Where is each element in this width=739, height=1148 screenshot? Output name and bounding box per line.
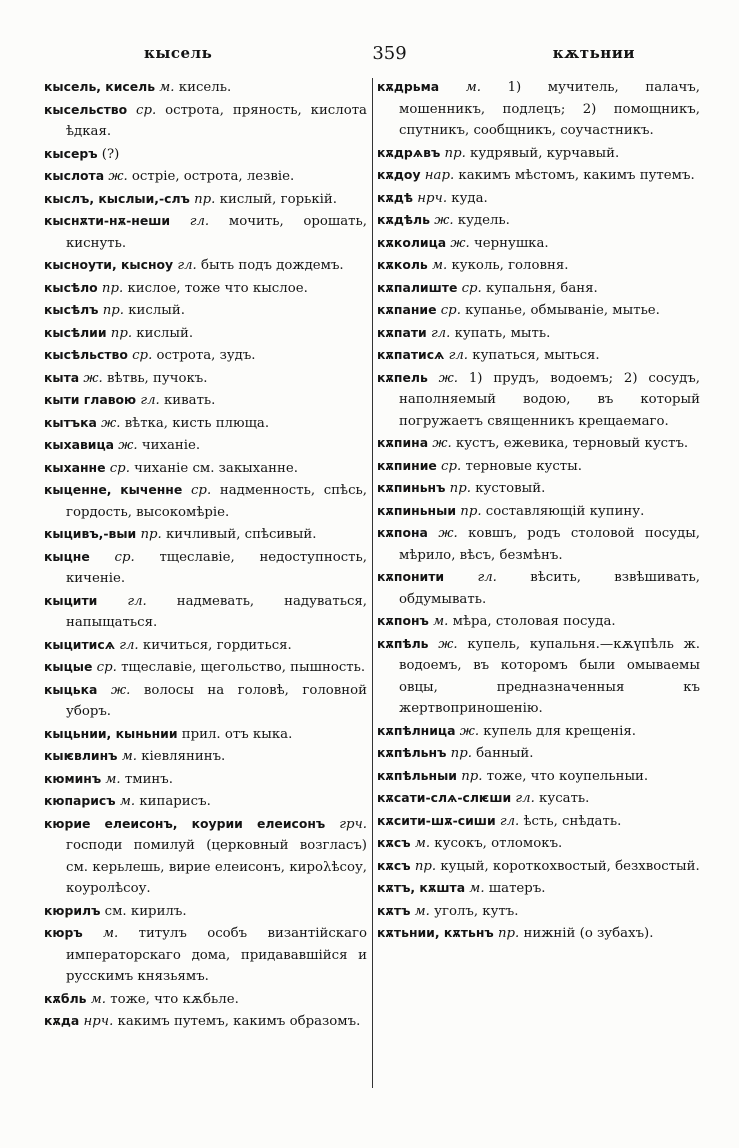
entry-headword: кыслота <box>44 168 105 183</box>
entry-headword: кѫпѣльнъ <box>377 745 447 760</box>
dictionary-entry <box>44 546 367 590</box>
entry-grammar: пр. <box>449 481 471 496</box>
dictionary-entry <box>44 277 367 300</box>
entry-headword: кысеръ <box>44 145 98 161</box>
entry-headword: кѫпина <box>377 435 429 450</box>
entry-headword: кѫдоу <box>377 167 421 182</box>
dictionary-entry <box>44 679 367 723</box>
entry-headword: кѫпонъ <box>377 613 429 628</box>
dictionary-entry <box>44 143 367 166</box>
entry-definition: кудель. <box>453 213 510 228</box>
entry-headword: кѫпѣлница <box>377 722 456 738</box>
dictionary-entry <box>44 389 367 412</box>
dictionary-entry <box>377 810 700 833</box>
entry-headword: кюминъ <box>44 770 102 786</box>
entry-grammar: ср. <box>461 280 482 296</box>
entry-headword: кыти главою <box>44 392 137 407</box>
entry-definition: кудрявый, курчавый. <box>465 145 620 161</box>
entry-grammar: пр. <box>101 280 124 296</box>
entry-definition: кислый. <box>132 325 194 341</box>
dictionary-entry <box>377 164 700 187</box>
dictionary-entry <box>44 76 367 99</box>
entry-grammar: ср. <box>114 549 135 565</box>
page-header <box>44 38 695 68</box>
entry-grammar: грч. <box>339 816 367 832</box>
dictionary-entry <box>44 457 367 480</box>
entry-grammar: гл. <box>119 637 139 653</box>
dictionary-entry <box>377 232 700 255</box>
entry-grammar: гл. <box>127 593 147 609</box>
dictionary-entry <box>377 610 700 633</box>
entry-definition: купаться, мыться. <box>468 348 600 363</box>
entry-definition: острота, зудъ. <box>152 348 256 363</box>
entry-headword: кѫпель <box>377 369 428 385</box>
entry-headword: кѫсити-шѫ-сиши <box>377 812 496 828</box>
entry-headword: кысѣльство <box>44 347 128 362</box>
entry-grammar: гл. <box>189 214 210 229</box>
dictionary-entry <box>377 367 700 433</box>
entry-grammar: гл. <box>515 791 535 806</box>
dictionary-entry <box>44 790 367 813</box>
entry-headword: кѫсъ <box>377 835 411 850</box>
entry-grammar: ж. <box>432 436 452 451</box>
entry-headword: кысельство <box>44 101 128 117</box>
entry-definition: куда. <box>447 190 488 206</box>
entry-grammar: пр. <box>497 926 520 941</box>
page-number: 359 <box>372 42 407 64</box>
entry-definition: кіевлянинъ. <box>137 749 226 764</box>
entry-headword: кѫпатисѧ <box>377 347 445 362</box>
entry-grammar: гл. <box>499 813 520 829</box>
entry-grammar: ср. <box>136 102 157 118</box>
entry-definition: купель для крещенія. <box>479 723 636 739</box>
entry-definition: тоже, что коупельныи. <box>482 768 649 784</box>
entry-definition: куколь, головня. <box>447 258 569 273</box>
dictionary-entry <box>44 99 367 143</box>
entry-headword: кѫпиньныи <box>377 502 457 518</box>
entry-definition: тщеславіе, щегольство, пышность. <box>116 660 366 675</box>
left-column <box>44 76 367 1116</box>
entry-grammar: нрч. <box>83 1014 114 1029</box>
entry-headword: кыцити <box>44 592 98 608</box>
entry-definition: ѣсть, снѣдать. <box>519 813 622 829</box>
entry-grammar: м. <box>432 258 448 273</box>
entry-definition: кичиться, гордиться. <box>138 637 292 653</box>
dictionary-entry <box>44 922 367 988</box>
entry-headword: кѫпѣльныи <box>377 767 457 783</box>
entry-headword: кыѥвлинъ <box>44 748 118 763</box>
entry-grammar: м. <box>465 80 481 95</box>
entry-definition: банный. <box>471 746 534 761</box>
dictionary-entry <box>377 455 700 478</box>
entry-headword: кѫпиние <box>377 457 437 473</box>
dictionary-entry <box>44 988 367 1011</box>
entry-grammar: ж. <box>438 370 458 386</box>
entry-grammar: нар. <box>424 168 455 183</box>
entry-definition: купать, мыть. <box>450 325 551 341</box>
dictionary-entry <box>377 322 700 345</box>
entry-definition: кисель. <box>174 80 232 95</box>
entry-grammar: гл. <box>448 348 469 363</box>
entry-grammar: пр. <box>444 145 466 161</box>
dictionary-entry <box>377 500 700 523</box>
dictionary-entry <box>377 277 700 300</box>
dictionary-entry <box>44 590 367 634</box>
entry-headword: кюръ <box>44 925 83 940</box>
entry-grammar: м. <box>414 903 430 919</box>
right-running-head: кѫтьнии <box>552 44 635 62</box>
entry-definition: купальня, баня. <box>481 280 598 296</box>
entry-headword: кѫпати <box>377 324 427 340</box>
entry-grammar: м. <box>121 749 137 764</box>
entry-definition: мочить, орошать, киснуть. <box>66 214 367 251</box>
dictionary-entry <box>44 344 367 367</box>
entry-headword: кѫтьнии, кѫтьнъ <box>377 925 494 940</box>
entry-grammar: м. <box>159 80 175 95</box>
entry-definition: кислый. <box>124 303 185 318</box>
entry-definition: кислое, тоже что кыслое. <box>123 280 308 296</box>
entry-definition: см. кирилъ. <box>104 903 187 919</box>
dictionary-entry <box>377 720 700 743</box>
entry-headword: кѫтъ, кѫшта <box>377 880 466 895</box>
entry-headword: кысѣло <box>44 279 98 295</box>
entry-headword: кюпарисъ <box>44 793 116 808</box>
dictionary-entry <box>377 142 700 165</box>
entry-definition: остріе, острота, лезвіе. <box>127 169 295 184</box>
entry-headword: кыханне <box>44 459 106 475</box>
left-running-head: кысель <box>144 44 213 62</box>
entry-grammar: ср. <box>109 460 130 476</box>
entry-definition: вѣтка, кисть плюща. <box>120 415 270 431</box>
entry-headword: кюрилъ <box>44 902 101 918</box>
entry-grammar: гл. <box>477 570 497 585</box>
entry-grammar: м. <box>119 794 136 809</box>
dictionary-entry <box>377 187 700 210</box>
entry-definition: кичливый, спѣсивый. <box>161 527 317 542</box>
entry-grammar: пр. <box>194 191 216 207</box>
entry-grammar: ср. <box>132 348 153 363</box>
dictionary-entry <box>44 656 367 679</box>
entry-definition: надмевать, надуваться, напыщаться. <box>66 593 367 630</box>
entry-definition: уголъ, кутъ. <box>429 903 519 919</box>
dictionary-entry <box>44 900 367 923</box>
entry-definition: мѣра, столовая посуда. <box>448 614 616 629</box>
entry-definition: вѣтвь, пучокъ. <box>102 370 208 386</box>
entry-definition: быть подъ дождемъ. <box>196 258 344 273</box>
dictionary-entry <box>44 188 367 211</box>
entry-definition: чиханіе см. закыханне. <box>129 460 299 476</box>
entry-grammar: ж. <box>118 438 138 453</box>
entry-headword: кѫсъ <box>377 857 411 873</box>
dictionary-entry <box>377 900 700 923</box>
entry-grammar: м. <box>105 771 121 787</box>
dictionary-entry <box>377 344 700 367</box>
entry-grammar: ср. <box>96 660 117 675</box>
entry-grammar: пр. <box>460 503 482 519</box>
entry-grammar: пр. <box>461 768 483 784</box>
entry-grammar: пр. <box>102 303 125 318</box>
entry-definition: (?) <box>101 146 120 162</box>
entry-definition: кислый, горькій. <box>215 191 337 207</box>
entry-definition: чиханіе. <box>137 438 201 453</box>
entry-headword: кыслъ, кыслыи,-слъ <box>44 190 190 206</box>
entry-grammar: ж. <box>108 169 128 184</box>
dictionary-entry <box>377 832 700 855</box>
entry-headword: кѫдѣль <box>377 212 430 227</box>
dictionary-entry <box>377 209 700 232</box>
entry-grammar: м. <box>469 881 485 896</box>
entry-definition: какимъ мѣстомъ, какимъ путемъ. <box>454 168 695 183</box>
entry-definition: волосы на головѣ, головной уборъ. <box>66 682 367 719</box>
entry-headword: кыцые <box>44 659 93 674</box>
entry-headword: кѫдрьма <box>377 79 440 94</box>
entry-headword: кыцьнии, кыньнии <box>44 725 178 741</box>
dictionary-entry <box>44 479 367 523</box>
entry-definition: кивать. <box>159 393 216 408</box>
dictionary-entry <box>377 633 700 720</box>
entry-grammar: ж. <box>434 213 454 228</box>
entry-grammar: ср. <box>441 458 462 474</box>
dictionary-entry <box>377 522 700 566</box>
entry-headword: кѫпонити <box>377 569 445 584</box>
dictionary-entry <box>44 412 367 435</box>
dictionary-entry <box>44 768 367 791</box>
entry-definition: купель, купальня.—кѫүпѣль ж. водоемъ, въ которомъ были омываемы овцы, предназначенныя къ жертвоприношенію. <box>399 636 700 716</box>
entry-grammar: ж. <box>438 526 458 541</box>
entry-grammar: м. <box>433 614 449 629</box>
entry-definition: титулъ особъ византійскаго императорскаго дома, придававшійся и русскимъ князьямъ. <box>66 926 367 984</box>
entry-headword: кѫсати-слѧ-слѥши <box>377 790 512 805</box>
dictionary-entry <box>44 434 367 457</box>
entry-definition: острота, пряность, кислота ѣдкая. <box>66 102 367 139</box>
dictionary-entry <box>44 1010 367 1033</box>
entry-definition: чернушка. <box>469 235 549 251</box>
entry-headword: кысель, кисель <box>44 79 156 94</box>
entry-grammar: ж. <box>83 370 103 386</box>
entry-grammar: м. <box>102 926 119 941</box>
entry-grammar: ж. <box>450 235 470 251</box>
dictionary-entry <box>377 254 700 277</box>
dictionary-entry <box>377 432 700 455</box>
entry-headword: кѫколь <box>377 257 428 272</box>
entry-definition: надменность, спѣсь, гордость, высокомѣріе. <box>66 483 367 520</box>
entry-headword: кѫдрѧвъ <box>377 144 441 160</box>
entry-headword: кѫпона <box>377 525 428 540</box>
entry-headword: кысноути, кысноу <box>44 257 174 272</box>
entry-definition: нижній (о зубахъ). <box>519 926 654 941</box>
entry-definition: 1) прудъ, водоемъ; 2) сосудъ, наполняемый водою, въ который погружаетъ священникъ крещаемаго. <box>399 370 700 429</box>
entry-headword: кѫколица <box>377 234 447 250</box>
dictionary-entry <box>377 742 700 765</box>
dictionary-entry <box>44 165 367 188</box>
dictionary-entry <box>44 210 367 254</box>
dictionary-entry <box>377 76 700 142</box>
column-divider <box>372 78 373 1088</box>
entry-grammar: ж. <box>459 723 480 739</box>
entry-headword: кыснѫти-нѫ-неши <box>44 213 171 228</box>
entry-grammar: ж. <box>438 636 458 652</box>
entry-grammar: пр. <box>140 527 162 542</box>
entry-definition: терновые кусты. <box>461 458 582 474</box>
entry-grammar: пр. <box>450 746 472 761</box>
entry-definition: вѣсить, взвѣшивать, обдумывать. <box>399 570 700 607</box>
entry-definition: тщеславіе, недоступность, киченіе. <box>66 549 367 586</box>
entry-headword: кыцька <box>44 681 98 697</box>
entry-definition: тоже, что кѫбьле. <box>105 991 239 1007</box>
entry-grammar: ж. <box>101 415 121 431</box>
entry-grammar: ж. <box>110 682 131 698</box>
entry-grammar: гл. <box>430 325 451 341</box>
dictionary-entry <box>44 813 367 900</box>
entry-definition: кустъ, ежевика, терновый кустъ. <box>451 436 689 451</box>
entry-headword: кѫтъ <box>377 902 411 918</box>
dictionary-entry <box>44 723 367 746</box>
entry-headword: кѫпалиште <box>377 279 458 295</box>
entry-grammar: нрч. <box>417 190 448 206</box>
entry-headword: кысѣлъ <box>44 302 99 317</box>
entry-definition: господи помилуй (церковный возгласъ) см. керьлешь, вирие елеисонъ, кирολѣсоу, коуролѣсоу. <box>66 838 367 896</box>
dictionary-entry <box>377 765 700 788</box>
entry-definition: 1) мучитель, палачъ, мошенникъ, подлецъ; 2) помощникъ, спутникъ, сообщникъ, соучастникъ. <box>399 80 700 138</box>
dictionary-entry <box>44 523 367 546</box>
entry-definition: куцый, короткохвостый, безхвостый. <box>436 858 700 874</box>
entry-grammar: м. <box>414 836 431 851</box>
entry-headword: кыцивъ,-выи <box>44 526 137 541</box>
dictionary-entry <box>377 855 700 878</box>
entry-headword: кытъка <box>44 414 97 430</box>
entry-headword: кѫпиньнъ <box>377 480 446 495</box>
entry-definition: какимъ путемъ, какимъ образомъ. <box>113 1014 361 1029</box>
entry-headword: кыцне <box>44 548 90 564</box>
entry-columns <box>44 76 700 1116</box>
dictionary-entry <box>44 299 367 322</box>
dictionary-entry <box>44 634 367 657</box>
dictionary-entry <box>377 299 700 322</box>
dictionary-entry <box>377 477 700 500</box>
entry-definition: ковшъ, родъ столовой посуды, мѣрило, вѣсъ, безмѣнъ. <box>399 526 700 563</box>
dictionary-entry <box>377 566 700 610</box>
entry-headword: кюрие елеисонъ, коурии елеисонъ <box>44 815 326 831</box>
entry-definition: тминъ. <box>120 771 173 787</box>
dictionary-entry <box>377 922 700 945</box>
entry-definition: кипарисъ. <box>135 794 211 809</box>
entry-definition: кусать. <box>534 791 590 806</box>
entry-grammar: пр. <box>414 858 437 874</box>
entry-headword: кыта <box>44 369 80 385</box>
entry-grammar: ср. <box>440 303 461 318</box>
entry-grammar: гл. <box>177 258 197 273</box>
entry-headword: кыценне, кыченне <box>44 482 183 497</box>
entry-definition: купанье, обмываніе, мытье. <box>460 303 660 318</box>
dictionary-entry <box>377 787 700 810</box>
entry-headword: кысѣлии <box>44 324 107 340</box>
dictionary-entry <box>377 877 700 900</box>
entry-definition: кустовый. <box>470 481 546 496</box>
entry-headword: кѫпѣль <box>377 635 429 651</box>
entry-headword: кѫбль <box>44 990 87 1006</box>
entry-headword: кыхавица <box>44 437 115 452</box>
entry-definition: кусокъ, отломокъ. <box>430 836 563 851</box>
right-column <box>377 76 700 1116</box>
dictionary-entry <box>44 322 367 345</box>
entry-grammar: ср. <box>190 483 212 498</box>
dictionary-entry <box>44 745 367 768</box>
entry-headword: кѫпание <box>377 302 437 317</box>
entry-definition: шатеръ. <box>484 881 546 896</box>
entry-headword: кѫда <box>44 1013 80 1028</box>
dictionary-entry <box>44 367 367 390</box>
entry-grammar: пр. <box>110 325 133 341</box>
entry-headword: кѫдѣ <box>377 189 414 205</box>
entry-grammar: гл. <box>140 393 160 408</box>
entry-definition: составляющій купину. <box>481 503 645 519</box>
entry-headword: кыцитисѧ <box>44 636 115 652</box>
entry-grammar: м. <box>90 991 106 1007</box>
entry-definition: прил. отъ кыка. <box>181 726 293 742</box>
dictionary-entry <box>44 254 367 277</box>
